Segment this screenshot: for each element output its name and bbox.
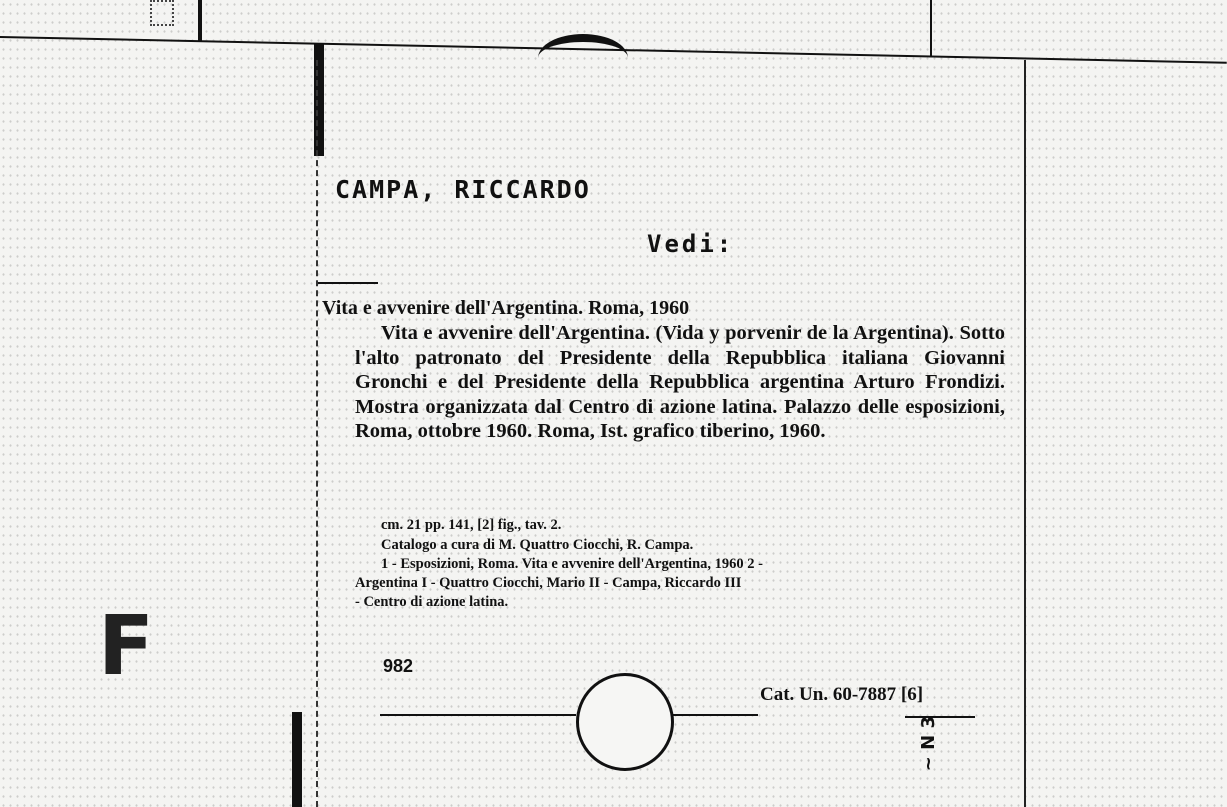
note-line: cm. 21 pp. 141, [2] fig., tav. 2.: [381, 517, 562, 533]
entry-title: Vita e avvenire dell'Argentina. Roma, 1960: [322, 297, 690, 319]
note-line: 1 - Esposizioni, Roma. Vita e avvenire dell'Argentina, 1960 2 -: [381, 556, 763, 572]
left-guide-bar-bottom: [292, 712, 302, 807]
punch-hole: [576, 673, 674, 771]
hole-line-right: [668, 714, 758, 716]
top-card-divider: [198, 0, 202, 42]
card-heading: CAMPA, RICCARDO: [335, 175, 591, 204]
catalog-reference: Cat. Un. 60-7887 [6]: [760, 684, 924, 705]
see-reference: Vedi:: [647, 230, 735, 258]
entry-body: [355, 321, 1005, 444]
note-line: Argentina I - Quattro Ciocchi, Mario II - Campa, Riccardo III: [355, 575, 742, 591]
note-line: Catalogo a cura di M. Quattro Ciocchi, R. Campa.: [381, 537, 694, 553]
top-card-divider-right: [930, 0, 932, 56]
hole-line-left: [380, 714, 576, 716]
bottom-rule: [905, 716, 975, 718]
side-mark: ~ N 3: [918, 716, 939, 772]
stamp-mark: [150, 0, 174, 26]
entry-body-text: Vita e avvenire dell'Argentina. (Vida y porvenir de la Argentina). Sotto l'alto patronato del Presidente della Repubblica italiana Giovanni Gronchi e del Presidente della Repubblica argentina Arturo Frondizi. Mostra organizzata dal Centro di azione latina. Palazzo delle esposizioni, Roma, ottobre 1960. Roma, Ist. grafico tiberino, 1960.: [355, 322, 1005, 442]
note-line: - Centro di azione latina.: [355, 594, 509, 610]
tick-mark: [318, 282, 378, 284]
card-number: 982: [383, 656, 414, 676]
margin-letter: F: [98, 599, 155, 694]
